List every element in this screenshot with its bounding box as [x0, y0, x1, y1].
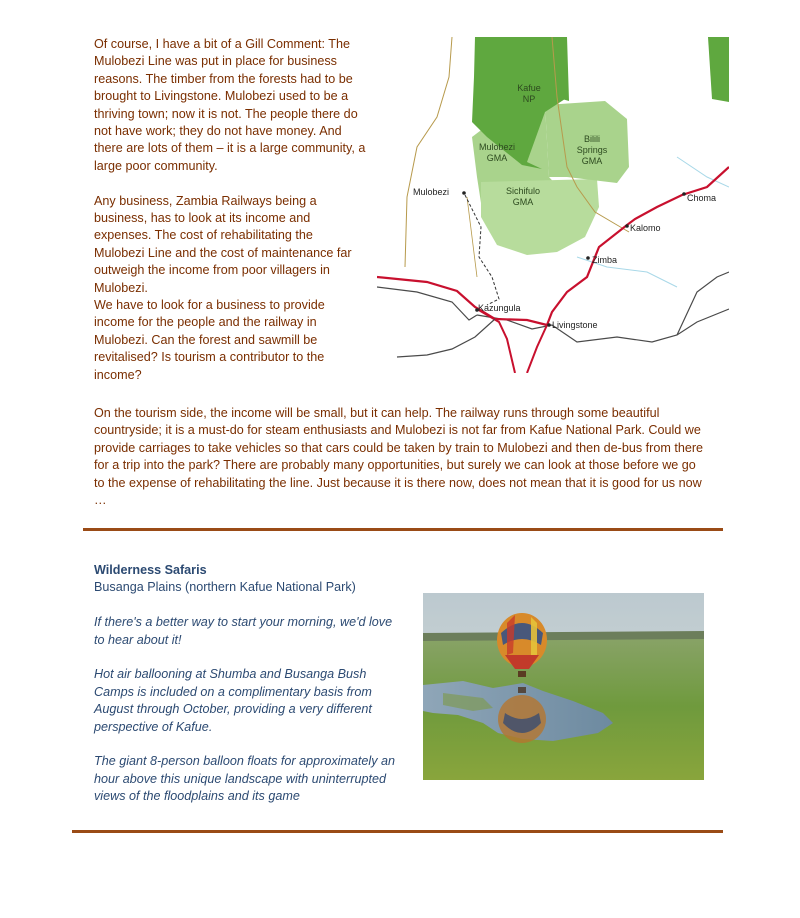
map-label-kalomo: Kalomo — [630, 223, 661, 233]
article2 — [94, 562, 404, 806]
section-divider-bottom — [72, 830, 723, 833]
map-label-mulobezi: Mulobezi — [413, 187, 450, 197]
article2-paragraph-3: The giant 8-person balloon floats for approximately an hour above this unique landscape with uninterrupted views of the floodplains and its game — [94, 754, 396, 804]
section-divider-top — [83, 528, 723, 531]
map-label-kafue-np: Kafue NP — [517, 83, 541, 104]
route-map — [377, 37, 729, 373]
map-label-livingstone: Livingstone — [552, 320, 598, 330]
article2-paragraph-2: Hot air ballooning at Shumba and Busanga Bush Camps is included on a complimentary basis from August through October, providing a very different perspective of Kafue. — [94, 667, 372, 734]
map-label-choma: Choma — [687, 193, 717, 203]
article1-paragraph-1: Of course, I have a bit of a Gill Comment: The Mulobezi Line was put in place for business reasons. The timber from the forests had to be brought to Livingstone. Mulobezi used to be a thriving town; now it is not. The people there do not have work; they do not have money. And there are lots of them – it is a large community, a large poor community. — [94, 37, 366, 173]
article2-paragraph-1: If there's a better way to start your morning, we'd love to hear about it! — [94, 615, 393, 647]
article2-subtitle: Busanga Plains (northern Kafue National Park) — [94, 580, 356, 595]
article1-paragraph-2: Any business, Zambia Railways being a business, has to look at its income and expenses. The cost of rehabilitating the Mulobezi Line and the cost of maintenance far outweigh the income from poor villagers in Mulobezi. — [94, 193, 352, 295]
article1-paragraph-3: We have to look for a business to provide income for the people and the railway in Mulobezi. Can the forest and sawmill be revitalised? Is tourism a contributor to the income? — [94, 298, 325, 382]
map-label-kazungula: Kazungula — [478, 303, 521, 313]
map-label-sichifulo-gma: Sichifulo GMA — [505, 186, 541, 207]
map-label-mulobezi-gma: Mulobezi GMA — [478, 142, 516, 163]
balloon-photo — [423, 593, 704, 780]
article2-title: Wilderness Safaris — [94, 563, 207, 577]
article1-column — [94, 36, 366, 402]
map-label-zimba: Zimba — [592, 255, 618, 265]
map-label-bilili-springs-gma: Bilili Springs GMA — [576, 134, 608, 166]
article1-paragraph-4: On the tourism side, the income will be small, but it can help. The railway runs through some beautiful countryside; it is a must-do for steam enthusiasts and Mulobezi is not far from Kafue National Park. Could we provide carriages to take vehicles so that cars could be taken by train to Mulobezi and then de-bus from there for a trip into the park? There are probably many opportunities, but surely we can look at those before we go to the expense of rehabilitating the line. Just because it is there now, does not mean that it is good for us now … — [94, 406, 704, 508]
